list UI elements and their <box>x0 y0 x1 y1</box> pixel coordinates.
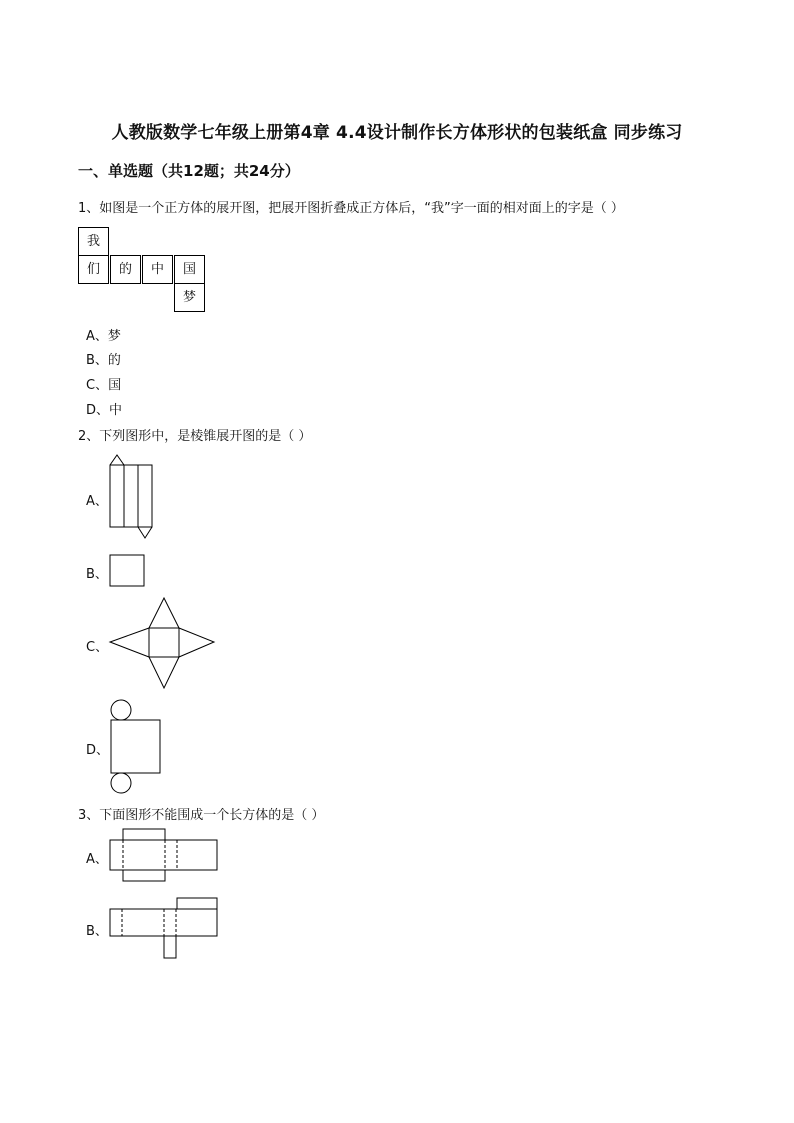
net-cell: 梦 <box>174 283 205 312</box>
net-cell: 的 <box>110 255 141 284</box>
option-a[interactable]: A、梦 <box>86 329 121 344</box>
option-b[interactable]: B、 <box>86 924 108 939</box>
question-1-stem: 1、如图是一个正方体的展开图，把展开图折叠成正方体后，“我”字一面的相对面上的字是（ ） <box>78 201 624 216</box>
section-heading: 一、单选题（共12题；共24分） <box>78 162 300 180</box>
question-2-stem: 2、下列图形中，是棱锥展开图的是（ ） <box>78 429 312 444</box>
net-cell: 中 <box>142 255 173 284</box>
option-b[interactable]: B、的 <box>86 353 121 368</box>
option-c[interactable]: C、 <box>86 640 109 655</box>
net-cell: 国 <box>174 255 205 284</box>
net-cell: 们 <box>78 255 109 284</box>
question-3-stem: 3、下面图形不能围成一个长方体的是（ ） <box>78 808 325 823</box>
option-a[interactable]: A、 <box>86 852 108 867</box>
option-b[interactable]: B、 <box>86 567 108 582</box>
option-d[interactable]: D、中 <box>86 403 123 418</box>
option-a[interactable]: A、 <box>86 494 108 509</box>
option-c[interactable]: C、国 <box>86 378 122 393</box>
page-title: 人教版数学七年级上册第4章 4.4设计制作长方体形状的包装纸盒 同步练习 <box>111 123 683 143</box>
net-cell: 我 <box>78 227 109 256</box>
option-d[interactable]: D、 <box>86 743 110 758</box>
